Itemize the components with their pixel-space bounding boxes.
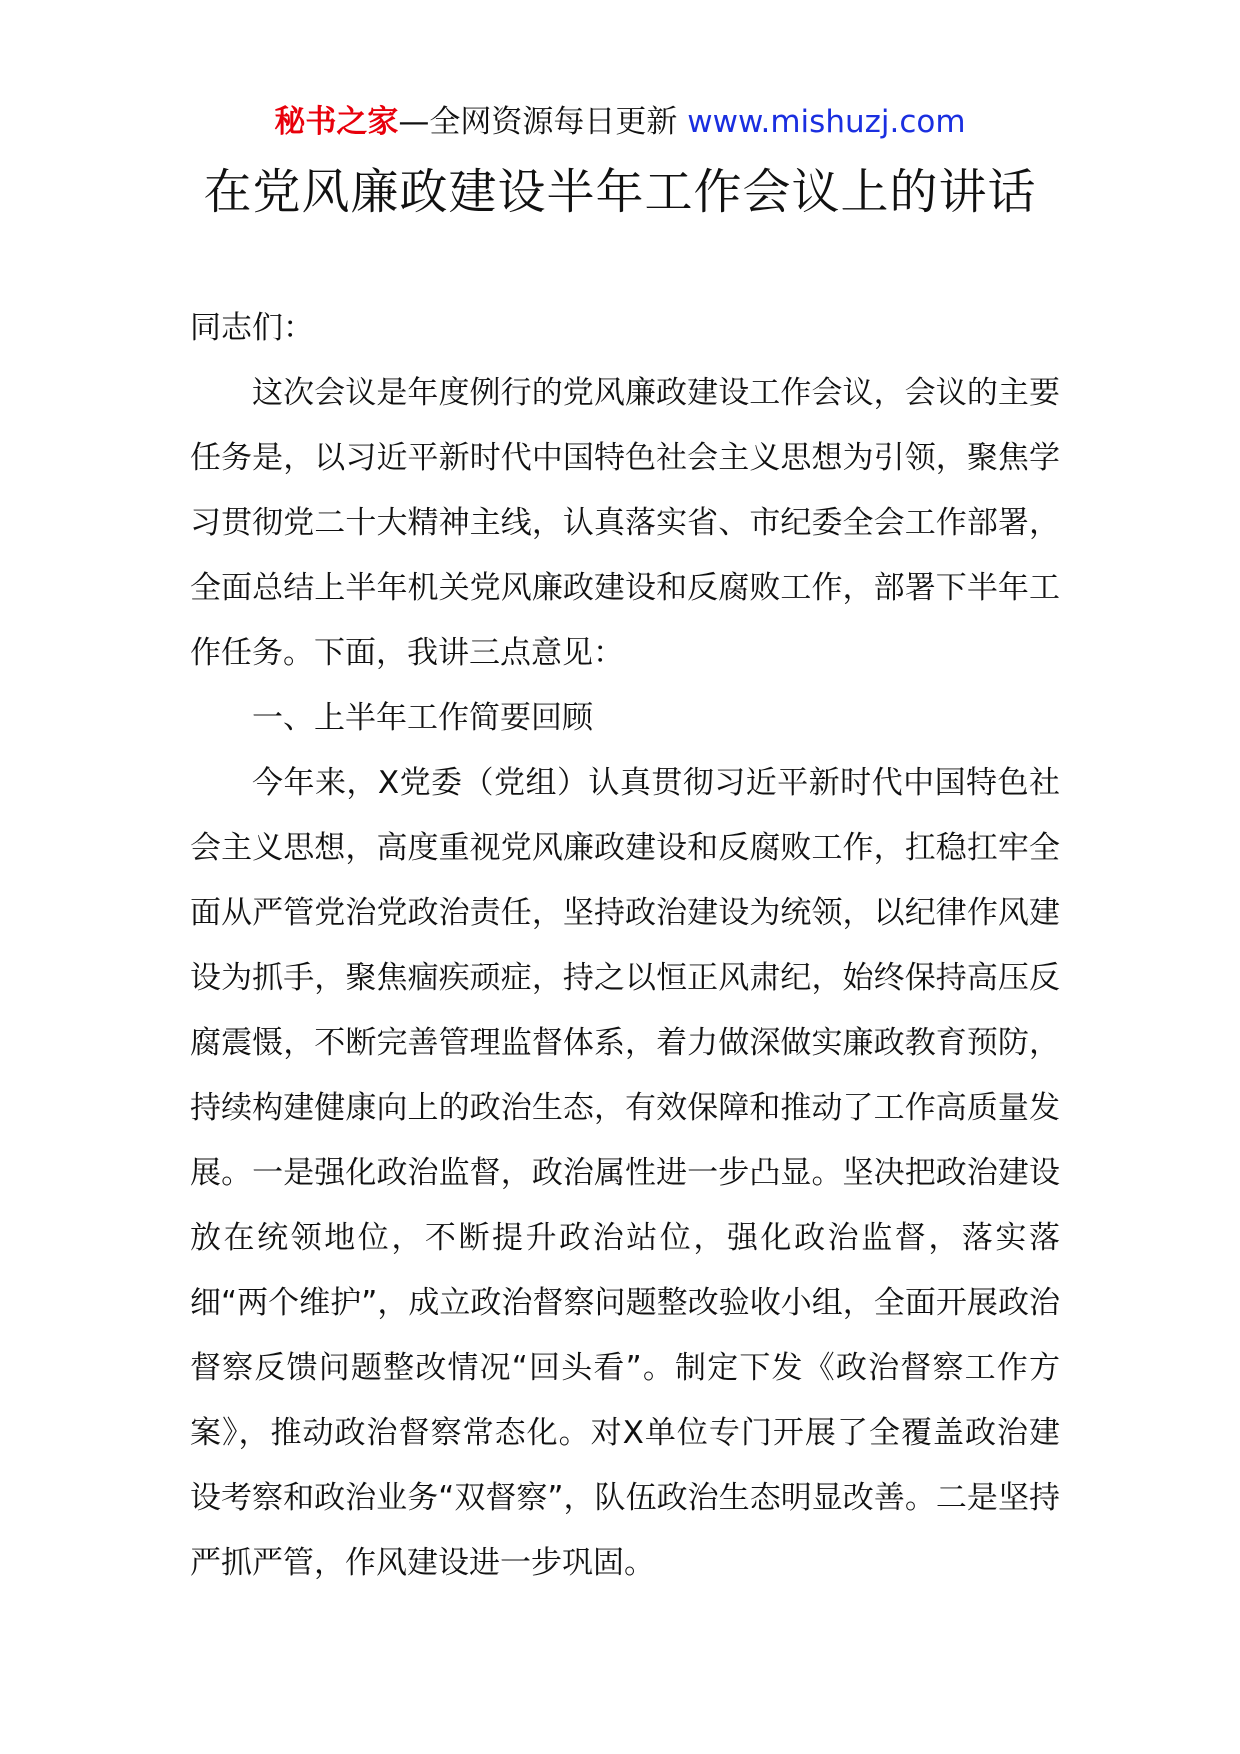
site-url-link[interactable]: www.mishuzj.com	[687, 104, 966, 140]
greeting: 同志们：	[190, 310, 314, 346]
section-paragraph: 今年来，X党委（党组）认真贯彻习近平新时代中国特色社会主义思想，高度重视党风廉政建设和反腐败工作，扛稳扛牢全面从严管党治党政治责任，坚持政治建设为统领，以纪律作风建设为抓手，聚焦痼疾顽症，持之以恒正风肃纪，始终保持高压反腐震慑，不断完善管理监督体系，着力做深做实廉政教育预防，持续构建健康向上的政治生态，有效保障和推动了工作高质量发展。一是强化政治监督，政治属性进一步凸显。坚决把政治建设放在统领地位，不断提升政治站位，强化政治监督，落实落细“两个维护”，成立政治督察问题整改验收小组，全面开展政治督察反馈问题整改情况“回头看”。制定下发《政治督察工作方案》，推动政治督察常态化。对X单位专门开展了全覆盖政治建设考察和政治业务“双督察”，队伍政治生态明显改善。二是坚持严抓严管，作风建设进一步巩固。	[190, 765, 1060, 1581]
site-header	[0, 100, 1240, 144]
document-body	[190, 296, 1060, 1596]
intro-paragraph: 这次会议是年度例行的党风廉政建设工作会议，会议的主要任务是，以习近平新时代中国特色社会主义思想为引领，聚焦学习贯彻党二十大精神主线，认真落实省、市纪委全会工作部署，全面总结上半年机关党风廉政建设和反腐败工作，部署下半年工作任务。下面，我讲三点意见：	[190, 375, 1060, 671]
site-tagline: —全网资源每日更新	[398, 104, 688, 140]
brand-name: 秘书之家	[274, 104, 399, 140]
document-title: 在党风廉政建设半年工作会议上的讲话	[203, 164, 1037, 220]
section-heading: 一、上半年工作简要回顾	[252, 700, 593, 736]
